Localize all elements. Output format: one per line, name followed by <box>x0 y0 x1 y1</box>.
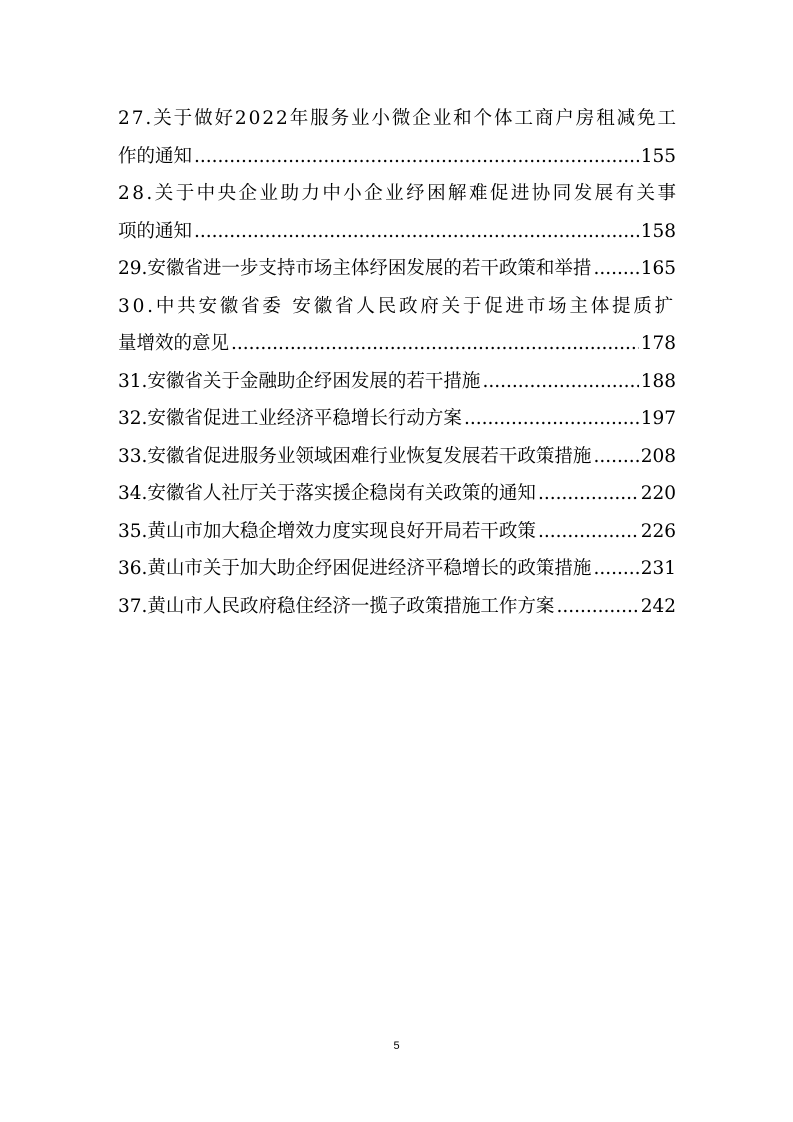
toc-entry[interactable] <box>118 438 676 476</box>
toc-entry[interactable] <box>118 513 676 551</box>
toc-dot-leader <box>194 138 639 176</box>
toc-entry-title: 28.关于中央企业助力中小企业纾困解难促进协同发展有关事 <box>118 183 679 204</box>
toc-page-number: 197 <box>640 408 676 429</box>
toc-page-number: 226 <box>640 520 676 542</box>
toc-entry-last-line <box>118 588 676 626</box>
toc-page-number: 178 <box>640 333 676 354</box>
toc-entry-last-line <box>118 138 676 176</box>
toc-entry-title: 34.安徽省人社厅关于落实援企稳岗有关政策的通知 <box>118 483 536 504</box>
toc-dot-leader <box>194 213 639 251</box>
toc-dot-leader <box>593 250 638 288</box>
toc-dot-leader <box>538 475 639 513</box>
toc-dot-leader <box>593 550 638 588</box>
toc-entry[interactable] <box>118 588 676 626</box>
toc-entry-title: 27.关于做好2022年服务业小微企业和个体工商户房租减免工 <box>118 108 678 129</box>
toc-page-number: 231 <box>640 558 676 579</box>
toc-entry-last-line <box>118 438 676 476</box>
toc-entry-title: 35.黄山市加大稳企增效力度实现良好开局若干政策 <box>118 520 536 542</box>
toc-entry-last-line <box>118 325 676 363</box>
toc-dot-leader <box>482 363 638 401</box>
toc-entry-title: 29.安徽省进一步支持市场主体纾困发展的若干政策和举措 <box>118 258 592 279</box>
table-of-contents <box>118 100 679 625</box>
toc-entry-title: 量增效的意见 <box>118 333 230 354</box>
toc-entry-title: 37.黄山市人民政府稳住经济一揽子政策措施工作方案 <box>118 595 555 617</box>
toc-page-number: 155 <box>640 145 676 167</box>
toc-page-number: 208 <box>640 445 676 467</box>
toc-dot-leader <box>538 513 639 551</box>
toc-entry-last-line <box>118 513 676 551</box>
toc-entry-last-line <box>118 363 676 401</box>
toc-dot-leader <box>231 325 639 363</box>
toc-entry[interactable] <box>118 175 679 250</box>
toc-entry[interactable] <box>118 400 676 438</box>
toc-entry-last-line <box>118 475 676 513</box>
toc-entry-line <box>118 288 676 326</box>
toc-entry[interactable] <box>118 550 676 588</box>
toc-entry-title: 31.安徽省关于金融助企纾困发展的若干措施 <box>118 370 481 392</box>
toc-page-number: 220 <box>640 483 676 504</box>
toc-entry[interactable] <box>118 363 676 401</box>
toc-entry-last-line <box>118 250 676 288</box>
toc-entry-line <box>118 175 679 213</box>
toc-entry-last-line <box>118 213 676 251</box>
toc-entry-title: 36.黄山市关于加大助企纾困促进经济平稳增长的政策措施 <box>118 558 592 579</box>
page-number: 5 <box>393 1040 400 1052</box>
toc-page-number: 242 <box>640 595 676 617</box>
toc-entry[interactable] <box>118 250 676 288</box>
toc-dot-leader <box>556 588 638 626</box>
toc-entry-title: 32.安徽省促进工业经济平稳增长行动方案 <box>118 408 462 429</box>
toc-entry-title: 作的通知 <box>118 145 193 167</box>
toc-entry[interactable] <box>118 100 676 175</box>
toc-page-number: 188 <box>640 370 676 392</box>
toc-page-number: 158 <box>640 220 676 242</box>
toc-page-number: 165 <box>640 258 676 279</box>
toc-entry-title: 30.中共安徽省委 安徽省人民政府关于促进市场主体提质扩 <box>118 295 676 317</box>
toc-entry-last-line <box>118 400 676 438</box>
toc-dot-leader <box>593 438 638 476</box>
toc-entry[interactable] <box>118 475 676 513</box>
toc-entry-title: 33.安徽省促进服务业领域困难行业恢复发展若干政策措施 <box>118 445 592 467</box>
toc-entry[interactable] <box>118 288 676 363</box>
toc-entry-last-line <box>118 550 676 588</box>
toc-entry-line <box>118 100 676 138</box>
toc-dot-leader <box>464 400 639 438</box>
toc-entry-title: 项的通知 <box>118 220 193 242</box>
